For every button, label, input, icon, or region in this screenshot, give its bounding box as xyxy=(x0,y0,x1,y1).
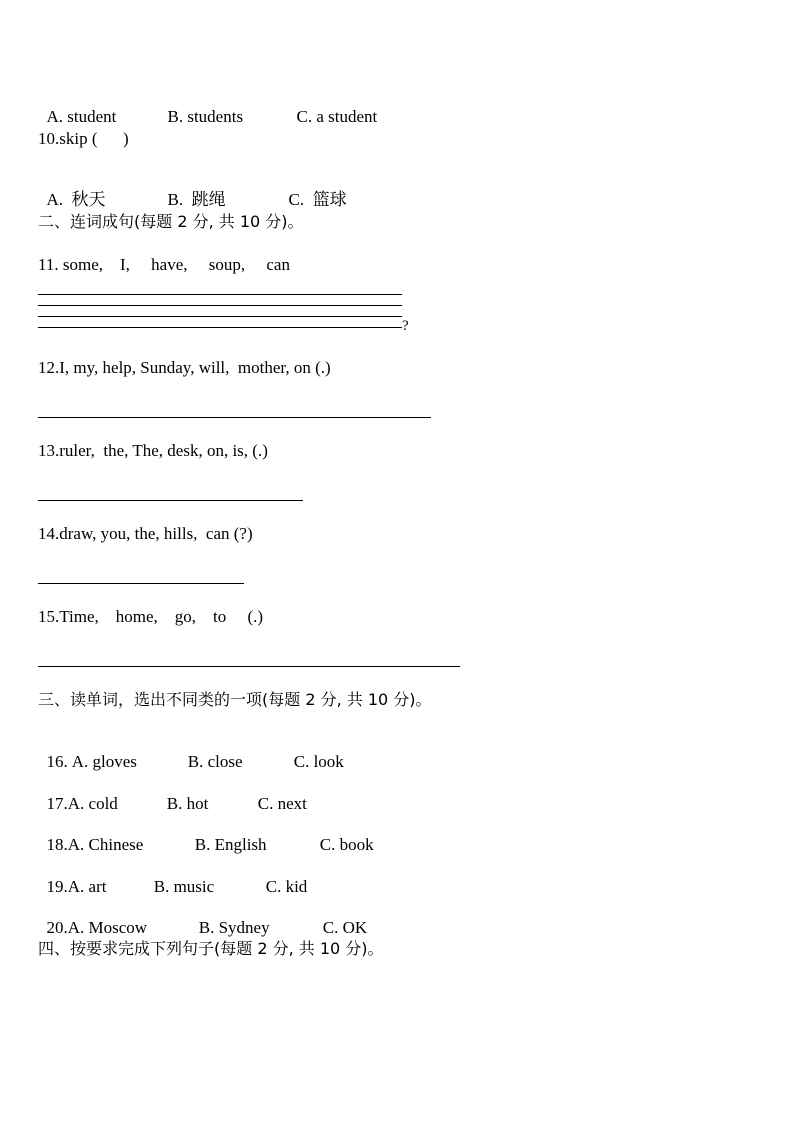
section4-heading: 四、按要求完成下列句子(每题 2 分, 共 10 分)。 xyxy=(38,939,384,958)
q16-option-c: C. look xyxy=(293,752,344,771)
q18-option-b: B. English xyxy=(194,835,267,854)
q20-row xyxy=(38,898,367,938)
q11-words: 11. some, I, have, soup, can xyxy=(38,255,290,274)
q9-option-a: A. student xyxy=(46,107,117,126)
q19-option-a: A. art xyxy=(67,877,107,896)
q10-option-a: A. 秋天 xyxy=(46,190,106,209)
q17-option-c: C. next xyxy=(257,794,307,813)
q11-answer-line-2 xyxy=(38,305,402,306)
q17-row xyxy=(38,774,307,814)
q20-number: 20. xyxy=(46,918,68,937)
q16-option-a: A. gloves xyxy=(71,752,137,771)
q11-answer-line-4 xyxy=(38,327,402,328)
q11-answer-line-3 xyxy=(38,316,402,317)
q14-words: 14.draw, you, the, hills, can (?) xyxy=(38,524,253,543)
q17-option-b: B. hot xyxy=(166,794,209,813)
section2-heading: 二、连词成句(每题 2 分, 共 10 分)。 xyxy=(38,212,304,231)
q18-row xyxy=(38,815,374,855)
q20-option-b: B. Sydney xyxy=(198,918,270,937)
q10-option-b: B. 跳绳 xyxy=(167,190,226,209)
q16-number: 16. xyxy=(46,752,68,771)
q12-answer-line xyxy=(38,417,431,418)
q18-option-c: C. book xyxy=(319,835,374,854)
q19-row xyxy=(38,857,307,897)
q18-number: 18. xyxy=(46,835,68,854)
q17-option-a: A. cold xyxy=(67,794,118,813)
q11-answer-line-1 xyxy=(38,294,402,295)
q10-option-c: C. 篮球 xyxy=(288,190,347,209)
q19-option-c: C. kid xyxy=(265,877,308,896)
q9-option-b: B. students xyxy=(167,107,244,126)
q11-question-mark: ? xyxy=(402,318,409,334)
q16-option-b: B. close xyxy=(187,752,243,771)
q20-option-a: A. Moscow xyxy=(67,918,148,937)
q16-row xyxy=(38,732,344,772)
q13-answer-line xyxy=(38,500,303,501)
q10-stem: 10.skip ( ) xyxy=(38,129,129,148)
q15-answer-line xyxy=(38,666,460,667)
q13-words: 13.ruler, the, The, desk, on, is, (.) xyxy=(38,441,268,460)
q17-number: 17. xyxy=(46,794,68,813)
q9-options xyxy=(38,87,377,127)
q15-words: 15.Time, home, go, to (.) xyxy=(38,607,264,626)
q19-number: 19. xyxy=(46,877,68,896)
q9-option-c: C. a student xyxy=(296,107,378,126)
q18-option-a: A. Chinese xyxy=(67,835,144,854)
q12-words: 12.I, my, help, Sunday, will, mother, on (.) xyxy=(38,358,331,377)
q20-option-c: C. OK xyxy=(322,918,368,937)
q14-answer-line xyxy=(38,583,244,584)
q10-options xyxy=(38,170,347,210)
section3-heading: 三、读单词，选出不同类的一项(每题 2 分, 共 10 分)。 xyxy=(38,690,432,709)
q19-option-b: B. music xyxy=(153,877,215,896)
